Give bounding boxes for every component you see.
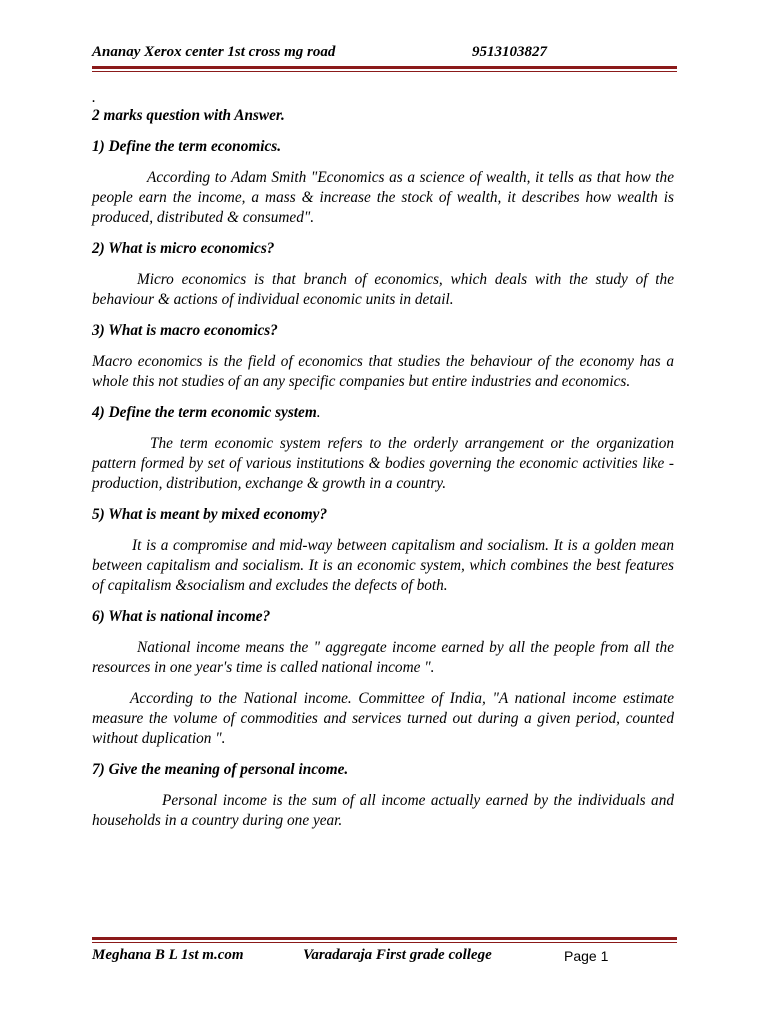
footer-rule-thin [92, 942, 677, 943]
question-6: 6) What is national income? [92, 608, 271, 625]
answer-1: According to Adam Smith "Economics as a science of wealth, it tells as that how the people earn the income, a mass & increase the stock of wealth, it describes how wealth is produced, distributed & consumed". [92, 169, 674, 226]
footer-author: Meghana B L 1st m.com [92, 947, 244, 963]
answer-7: Personal income is the sum of all income actually earned by the individuals and households in a country during one year. [92, 792, 674, 829]
answer-3: Macro economics is the field of economics that studies the behaviour of the economy has a whole this not studies of an any specific companies but entire industries and economics. [92, 353, 674, 390]
answer-2: Micro economics is that branch of economics, which deals with the study of the behaviour & actions of individual economic units in detail. [92, 271, 674, 308]
footer-college: Varadaraja First grade college [303, 947, 492, 963]
footer-rule [92, 937, 677, 943]
document-body [92, 90, 674, 842]
header-shop-name: Ananay Xerox center 1st cross mg road [92, 44, 336, 60]
question-4: 4) Define the term economic system [92, 404, 317, 421]
page-header [92, 44, 677, 61]
answer-5: It is a compromise and mid-way between capitalism and socialism. It is a golden mean between capitalism and socialism. It is an economic system, which combines the best features of capitalism &socialism and excludes the defects of both. [92, 537, 674, 594]
answer-4: The term economic system refers to the orderly arrangement or the organization pattern formed by set of various institutions & bodies governing the economic activities like - production, distribution, exchange & growth in a country. [92, 435, 674, 492]
page-footer [92, 947, 677, 964]
section-heading: 2 marks question with Answer. [92, 107, 285, 124]
question-2: 2) What is micro economics? [92, 240, 275, 257]
header-phone: 9513103827 [472, 44, 547, 60]
header-rule [92, 66, 677, 72]
header-rule-thick [92, 66, 677, 69]
footer-rule-thick [92, 937, 677, 940]
page-number: Page 1 [564, 948, 609, 964]
answer-6a: National income means the " aggregate income earned by all the people from all the resources in one year's time is called national income ". [92, 639, 674, 676]
header-rule-thin [92, 71, 677, 72]
answer-6b: According to the National income. Committee of India, "A national income estimate measure the volume of commodities and services turned out during a given period, counted without duplication ". [92, 690, 674, 747]
stray-dot: . [92, 89, 96, 106]
question-7: 7) Give the meaning of personal income. [92, 761, 349, 778]
question-3: 3) What is macro economics? [92, 322, 278, 339]
question-1: 1) Define the term economics. [92, 138, 282, 155]
question-5: 5) What is meant by mixed economy? [92, 506, 328, 523]
question-4-wrapper: 4) Define the term economic system. [92, 404, 321, 421]
